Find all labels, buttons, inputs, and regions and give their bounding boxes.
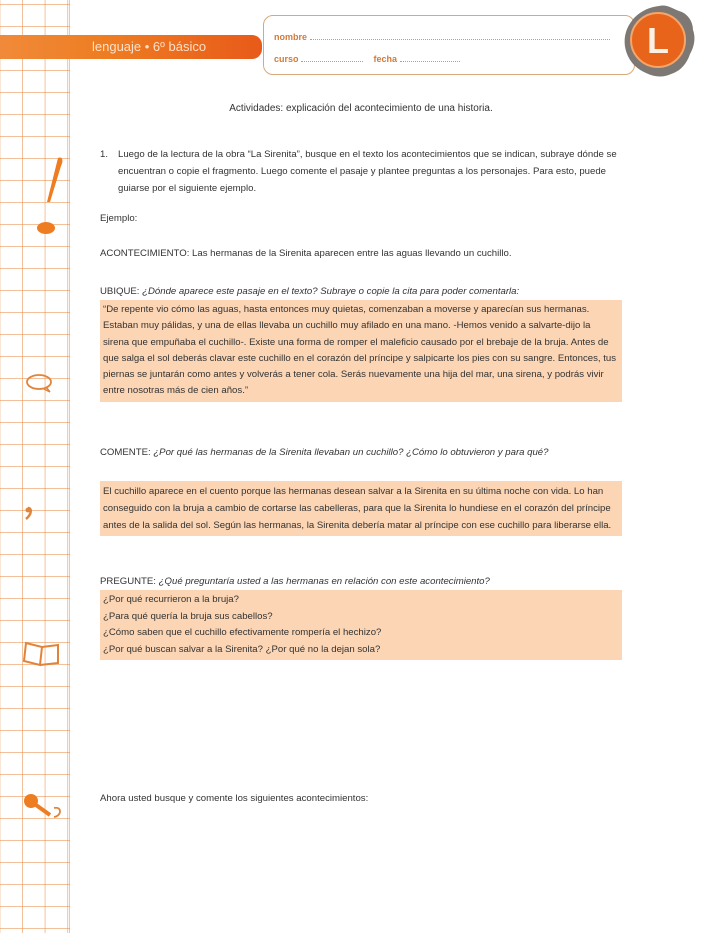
language-subject-badge-icon	[621, 3, 697, 79]
key-doodle-icon	[20, 790, 66, 824]
course-input-line[interactable]	[301, 55, 363, 62]
event-text: Las hermanas de la Sirenita aparecen entre las aguas llevando un cuchillo.	[192, 248, 512, 259]
comma-doodle-icon	[20, 505, 36, 525]
instruction-number: 1.	[100, 149, 109, 160]
exclamation-doodle-icon	[28, 150, 68, 240]
ask-label: PREGUNTE:	[100, 576, 156, 587]
ask-answer: ¿Por qué buscan salvar a la Sirenita? ¿Por qué no la dejan sola?	[103, 643, 381, 655]
student-info-box	[263, 15, 635, 75]
course-date-row	[274, 54, 460, 64]
locate-section	[100, 284, 622, 300]
comment-section	[100, 445, 622, 461]
comment-question: ¿Por qué las hermanas de la Sirenita llevaban un cuchillo? ¿Cómo lo obtuvieron y para qué?	[153, 447, 549, 458]
worksheet-title: Actividades: explicación del acontecimiento de una historia.	[229, 103, 493, 114]
closing-instruction: Ahora usted busque y comente los siguientes acontecimientos:	[100, 793, 369, 804]
badge-letter: L	[647, 20, 669, 61]
comment-answer-box: El cuchillo aparece en el cuento porque las hermanas desean salvar a la Sirenita en su última noche con vida. Lo han conseguido con la bruja a cambio de cortarse las cabelleras, para que la Sirenita lo hundiese en el corazón del príncipe antes de la salida del sol. Según las hermanas, la Sirenita debería matar al príncipe con ese cuchillo para liberarse ella.	[100, 481, 622, 536]
locate-question: ¿Dónde aparece este pasaje en el texto? Subraye o copie la cita para poder comentarla:	[142, 286, 520, 297]
ask-answer: ¿Para qué quería la bruja sus cabellos?	[103, 610, 273, 622]
book-doodle-icon	[20, 635, 64, 671]
locate-label: UBIQUE:	[100, 286, 140, 297]
name-label: nombre	[274, 32, 308, 42]
date-input-line[interactable]	[400, 55, 460, 62]
event-section	[100, 246, 622, 262]
speech-bubble-doodle-icon	[24, 372, 56, 394]
subject-header-bar	[0, 35, 262, 59]
subject-grade-label: lenguaje • 6º básico	[92, 39, 207, 54]
date-label: fecha	[373, 54, 398, 64]
ask-answer: ¿Cómo saben que el cuchillo efectivamente rompería el hechizo?	[103, 627, 382, 638]
ask-answers-box	[100, 590, 622, 660]
instruction-item	[100, 146, 622, 197]
locate-quote-box: “De repente vio cómo las aguas, hasta entonces muy quietas, comenzaban a moverse y aparecían sus hermanas. Estaban muy pálidas, y una de ellas llevaba un cuchillo muy afilado en una mano. -Hemos venido a salvarte-dijo la sirena que empuñaba el cuchillo-. Existe una forma de romper el maleficio causado por el brebaje de la bruja. Antes de que salga el sol deberás clavar este cuchillo en el corazón del príncipe y salpicarte los pies con su sangre. Entonces, tus piernas se juntarán como antes y volverás a tener cola. Serás nuevamente una hija del mar, una sirena, y podrás vivir entre nosotras más de cien años.”	[100, 300, 622, 402]
ask-question: ¿Qué preguntaría usted a las hermanas en relación con este acontecimiento?	[158, 576, 490, 587]
name-field[interactable]	[274, 32, 610, 42]
event-label: ACONTECIMIENTO:	[100, 248, 190, 259]
instruction-text: Luego de la lectura de la obra “La Sirenita”, busque en el texto los acontecimientos que se indican, subraye dónde se encuentran o copie el fragmento. Luego comente el pasaje y plantee preguntas a los personajes. Para esto, puede guiarse por el siguiente ejemplo.	[118, 149, 617, 194]
example-label: Ejemplo:	[100, 213, 138, 224]
name-input-line[interactable]	[310, 33, 610, 40]
course-label: curso	[274, 54, 299, 64]
ask-answer: ¿Por qué recurrieron a la bruja?	[103, 594, 239, 605]
comment-label: COMENTE:	[100, 447, 151, 458]
ask-section	[100, 574, 622, 590]
